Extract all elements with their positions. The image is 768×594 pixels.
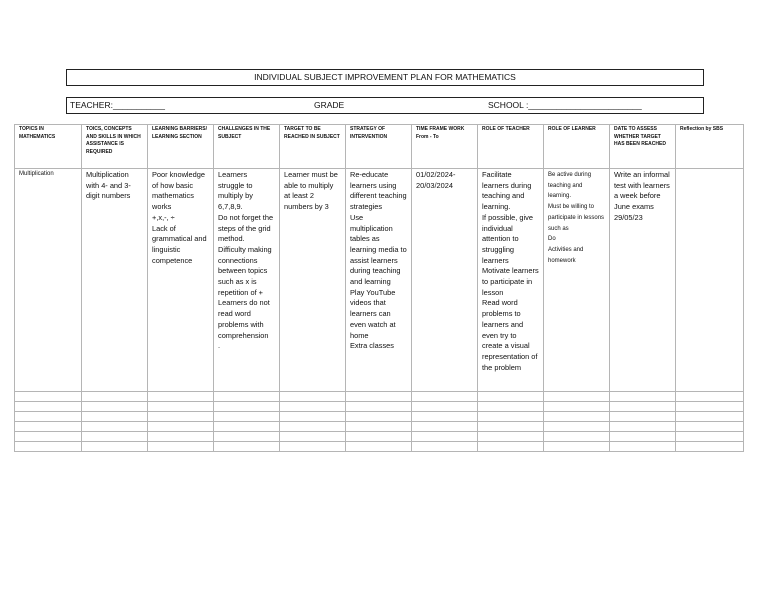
empty-row <box>15 402 744 412</box>
teacher-field: TEACHER:___________ <box>70 100 165 110</box>
school-field: SCHOOL :________________________ <box>488 100 642 110</box>
empty-row <box>15 412 744 422</box>
learner-role-line: Be active during teaching and learning. <box>548 172 592 200</box>
empty-row <box>15 422 744 432</box>
barrier-line: Poor knowledge of how basic mathematics works <box>152 170 206 212</box>
challenge-line: . <box>218 341 221 351</box>
learner-role-line: Do <box>548 236 556 243</box>
column-header: TIME FRAME WORK From - To <box>412 125 478 169</box>
challenge-line: Learners struggle to multiply by 6,7,8,9. <box>218 170 253 212</box>
learner-role-line: Activities and homework <box>548 246 584 264</box>
challenge-line: Difficulty making connections between topics such as x is repetition of + <box>218 244 272 297</box>
strategy-line: Use multiplication tables as learning media to assist learners during teaching and learning <box>350 212 407 287</box>
column-header: ROLE OF LEARNER <box>544 125 610 169</box>
teacher-role-cell <box>478 169 544 392</box>
barrier-line: +,x,-, ÷ <box>152 212 175 222</box>
strategy-cell <box>346 169 412 392</box>
strategy-line: Re-educate learners using different teaching strategies <box>350 170 407 212</box>
grade-field: GRADE <box>314 100 345 110</box>
table-row <box>15 169 744 392</box>
column-header: TARGET TO BE REACHED IN SUBJECT <box>280 125 346 169</box>
barrier-line: Lack of grammatical and linguistic competence <box>152 223 207 265</box>
column-header: Reflection by SBS <box>676 125 744 169</box>
column-header: ROLE OF TEACHER <box>478 125 544 169</box>
strategy-line: Play YouTube videos that learners can even watch at home <box>350 287 396 340</box>
empty-row <box>15 392 744 402</box>
learner-role-line: Must be willing to participate in lessons such as <box>548 204 605 232</box>
barriers-cell <box>148 169 214 392</box>
table-header-row <box>15 125 744 169</box>
column-header: TOPICS IN MATHEMATICS <box>15 125 82 169</box>
challenge-line: Learners do not read word problems with comprehension <box>218 298 270 340</box>
strategy-line: Extra classes <box>350 341 394 351</box>
topic-cell: Multiplication <box>15 169 82 392</box>
teacher-role-line: Read word problems to learners and even try to create a visual representation of the problem <box>482 298 538 372</box>
challenges-cell <box>214 169 280 392</box>
column-header: LEARNING BARRIERS/ LEARNING SECTION <box>148 125 214 169</box>
teacher-role-line: Motivate learners to participate in lesson <box>482 266 539 297</box>
header-fields <box>66 97 704 114</box>
improvement-plan-table <box>14 124 744 452</box>
target-cell: Learner must be able to multiply at least 2 numbers by 3 <box>280 169 346 392</box>
challenge-line: Do not forget the steps of the grid method. <box>218 212 274 244</box>
column-header: TOICS, CONCEPTS AND SKILLS IN WHICH ASSISTANCE IS REQUIRED <box>82 125 148 169</box>
document-title: INDIVIDUAL SUBJECT IMPROVEMENT PLAN FOR MATHEMATICS <box>66 69 704 86</box>
empty-row <box>15 442 744 452</box>
timeframe-cell: 01/02/2024-20/03/2024 <box>412 169 478 392</box>
column-header: STRATEGY OF INTERVENTION <box>346 125 412 169</box>
teacher-role-line: Facilitate learners during teaching and learning. <box>482 170 532 212</box>
column-header: DATE TO ASSESS WHETHER TARGET HAS BEEN REACHED <box>610 125 676 169</box>
reflection-cell <box>676 169 744 392</box>
concepts-cell: Multiplication with 4- and 3-digit numbers <box>82 169 148 392</box>
learner-role-cell <box>544 169 610 392</box>
column-header: CHALLENGES IN THE SUBJECT <box>214 125 280 169</box>
empty-row <box>15 432 744 442</box>
assess-date-cell: Write an informal test with learners a week before June exams 29/05/23 <box>610 169 676 392</box>
teacher-role-line: If possible, give individual attention to struggling learners <box>482 212 533 265</box>
